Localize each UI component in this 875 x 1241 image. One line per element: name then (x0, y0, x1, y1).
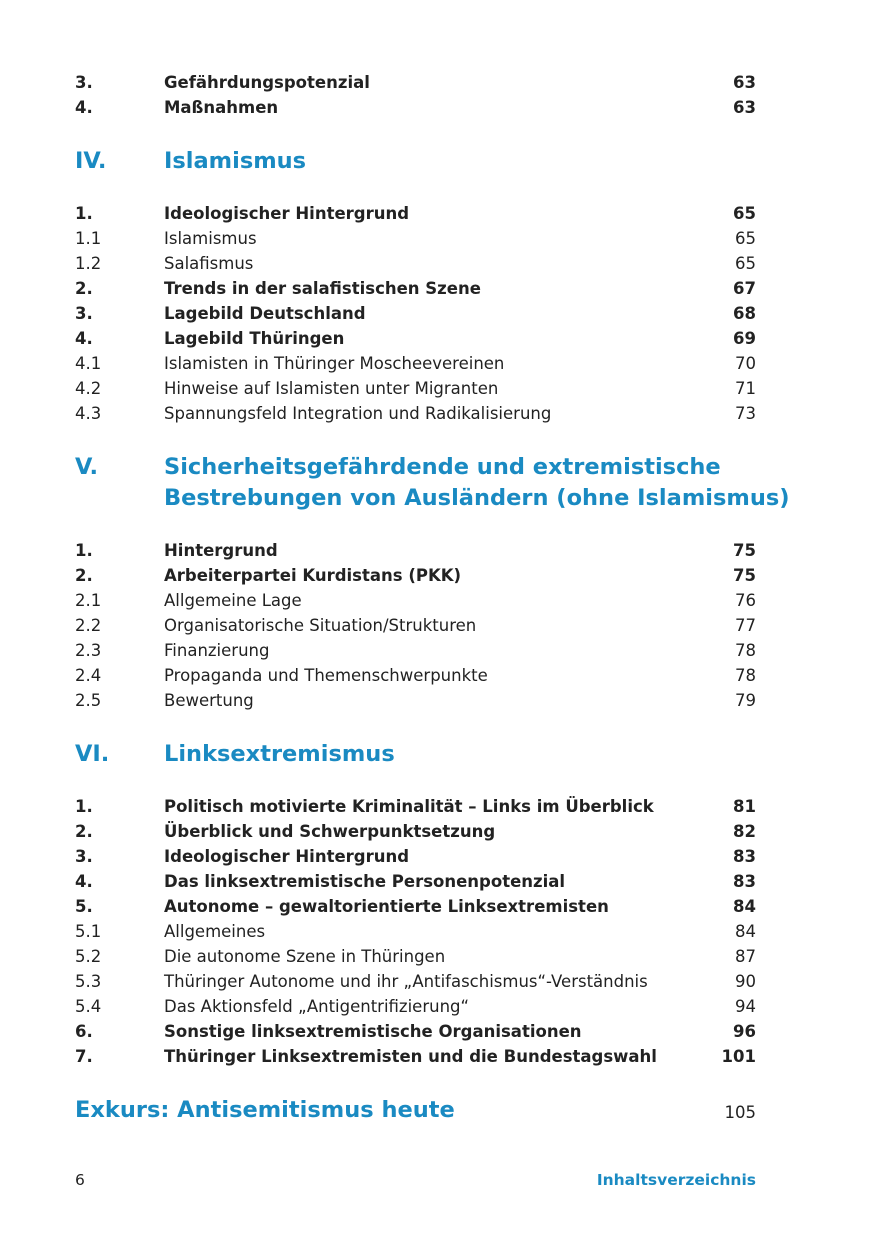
heading-number: IV. (75, 148, 107, 174)
entry-page: 65 (735, 254, 756, 273)
footer-section-label: Inhaltsverzeichnis (596, 1171, 756, 1189)
toc-entry (75, 563, 756, 588)
entry-title: Lagebild Thüringen (164, 329, 345, 348)
heading-number: V. (75, 454, 99, 480)
entry-page: 68 (733, 304, 756, 323)
entry-page: 71 (735, 379, 756, 398)
toc-entry (75, 794, 756, 819)
entry-title: Hintergrund (164, 541, 278, 560)
entry-number: 5.2 (75, 947, 102, 966)
entry-title: Spannungsfeld Integration und Radikalisierung (164, 404, 552, 423)
toc-entry (75, 894, 756, 919)
entry-title: Maßnahmen (164, 98, 279, 117)
entry-title: Islamisten in Thüringer Moscheevereinen (164, 354, 505, 373)
toc-entry (75, 663, 756, 688)
toc-section-vi (75, 794, 756, 1069)
entry-page: 77 (735, 616, 756, 635)
footer-page-number: 6 (75, 1171, 85, 1189)
entry-title: Das Aktionsfeld „Antigentrifizierung“ (164, 997, 470, 1016)
entry-title: Hinweise auf Islamisten unter Migranten (164, 379, 499, 398)
toc-entry (75, 376, 756, 401)
toc-entry (75, 994, 756, 1019)
toc-entry (75, 70, 756, 95)
entry-title: Propaganda und Themenschwerpunkte (164, 666, 488, 685)
entry-title: Salafismus (164, 254, 254, 273)
entry-number: 6. (75, 1022, 93, 1041)
entry-title: Allgemeine Lage (164, 591, 302, 610)
entry-title: Gefährdungspotenzial (164, 73, 370, 92)
entry-title: Thüringer Autonome und ihr „Antifaschismus“-Verständnis (164, 972, 648, 991)
toc-entry (75, 588, 756, 613)
entry-number: 1. (75, 797, 93, 816)
entry-number: 3. (75, 847, 93, 866)
entry-page: 69 (733, 329, 756, 348)
entry-title: Das linksextremistische Personenpotenzial (164, 872, 566, 891)
entry-page: 63 (733, 98, 756, 117)
entry-number: 2. (75, 566, 93, 585)
entry-number: 3. (75, 73, 93, 92)
heading-title: Islamismus (164, 148, 307, 174)
exkurs-title: Exkurs: Antisemitismus heute (75, 1097, 455, 1123)
entry-title: Autonome – gewaltorientierte Linksextremisten (164, 897, 609, 916)
entry-title: Organisatorische Situation/Strukturen (164, 616, 477, 635)
toc-entry (75, 276, 756, 301)
toc-entry (75, 95, 756, 120)
entry-number: 4. (75, 98, 93, 117)
entry-number: 5.4 (75, 997, 102, 1016)
entry-title: Trends in der salafistischen Szene (164, 279, 481, 298)
entry-page: 79 (735, 691, 756, 710)
entry-number: 5.1 (75, 922, 102, 941)
heading-title: Linksextremismus (164, 741, 395, 767)
toc-entry (75, 869, 756, 894)
heading-title-line2: Bestrebungen von Ausländern (ohne Islamismus) (164, 485, 790, 511)
entry-page: 78 (735, 641, 756, 660)
toc-entry (75, 1044, 756, 1069)
entry-page: 70 (735, 354, 756, 373)
toc-entry (75, 251, 756, 276)
entry-number: 5.3 (75, 972, 102, 991)
entry-page: 75 (733, 541, 756, 560)
toc-entry (75, 401, 756, 426)
entry-title: Allgemeines (164, 922, 266, 941)
entry-number: 2. (75, 822, 93, 841)
entry-page: 83 (733, 847, 756, 866)
entry-page: 78 (735, 666, 756, 685)
entry-title: Ideologischer Hintergrund (164, 204, 410, 223)
entry-page: 101 (721, 1047, 756, 1066)
entry-number: 2.2 (75, 616, 102, 635)
exkurs-page: 105 (724, 1103, 756, 1122)
entry-number: 1. (75, 541, 93, 560)
toc-entry (75, 613, 756, 638)
entry-page: 94 (735, 997, 756, 1016)
entry-page: 65 (733, 204, 756, 223)
heading-number: VI. (75, 741, 110, 767)
entry-title: Thüringer Linksextremisten und die Bundestagswahl (164, 1047, 657, 1066)
entry-number: 2.5 (75, 691, 102, 710)
toc-entry (75, 969, 756, 994)
toc-section-v (75, 538, 756, 713)
entry-number: 4.3 (75, 404, 102, 423)
toc-entry (75, 301, 756, 326)
entry-number: 2.1 (75, 591, 102, 610)
entry-title: Politisch motivierte Kriminalität – Links im Überblick (164, 797, 654, 816)
toc-entry (75, 844, 756, 869)
entry-number: 4. (75, 872, 93, 891)
toc-entry (75, 819, 756, 844)
toc-section-iv (75, 201, 756, 426)
entry-page: 81 (733, 797, 756, 816)
entry-page: 76 (735, 591, 756, 610)
entry-page: 83 (733, 872, 756, 891)
entry-number: 1.1 (75, 229, 102, 248)
entry-title: Überblick und Schwerpunktsetzung (164, 822, 496, 841)
entry-page: 84 (733, 897, 756, 916)
entry-number: 2.4 (75, 666, 102, 685)
entry-page: 67 (733, 279, 756, 298)
entry-page: 82 (733, 822, 756, 841)
toc-entry (75, 226, 756, 251)
entry-page: 84 (735, 922, 756, 941)
toc-entry (75, 919, 756, 944)
entry-title: Sonstige linksextremistische Organisationen (164, 1022, 582, 1041)
entry-number: 4.1 (75, 354, 102, 373)
entry-title: Islamismus (164, 229, 257, 248)
entry-title: Die autonome Szene in Thüringen (164, 947, 446, 966)
entry-page: 96 (733, 1022, 756, 1041)
entry-number: 3. (75, 304, 93, 323)
entry-number: 2.3 (75, 641, 102, 660)
page-footer (75, 1168, 756, 1192)
entry-page: 90 (735, 972, 756, 991)
toc-entry (75, 326, 756, 351)
entry-number: 5. (75, 897, 93, 916)
entry-number: 2. (75, 279, 93, 298)
entry-title: Arbeiterpartei Kurdistans (PKK) (164, 566, 462, 585)
entry-title: Lagebild Deutschland (164, 304, 366, 323)
entry-number: 1. (75, 204, 93, 223)
toc-entry (75, 944, 756, 969)
entry-number: 4.2 (75, 379, 102, 398)
entry-page: 87 (735, 947, 756, 966)
entry-number: 7. (75, 1047, 93, 1066)
toc-entry (75, 201, 756, 226)
toc-entry (75, 1019, 756, 1044)
toc-entry (75, 351, 756, 376)
entry-page: 75 (733, 566, 756, 585)
entry-page: 63 (733, 73, 756, 92)
entry-title: Ideologischer Hintergrund (164, 847, 410, 866)
heading-title-line1: Sicherheitsgefährdende und extremistische (164, 454, 721, 480)
entry-page: 65 (735, 229, 756, 248)
entry-number: 4. (75, 329, 93, 348)
toc-entry (75, 638, 756, 663)
toc-entry (75, 538, 756, 563)
entry-page: 73 (735, 404, 756, 423)
toc-entry (75, 688, 756, 713)
entry-number: 1.2 (75, 254, 102, 273)
entry-title: Finanzierung (164, 641, 270, 660)
toc-section-iii (75, 70, 756, 120)
entry-title: Bewertung (164, 691, 254, 710)
